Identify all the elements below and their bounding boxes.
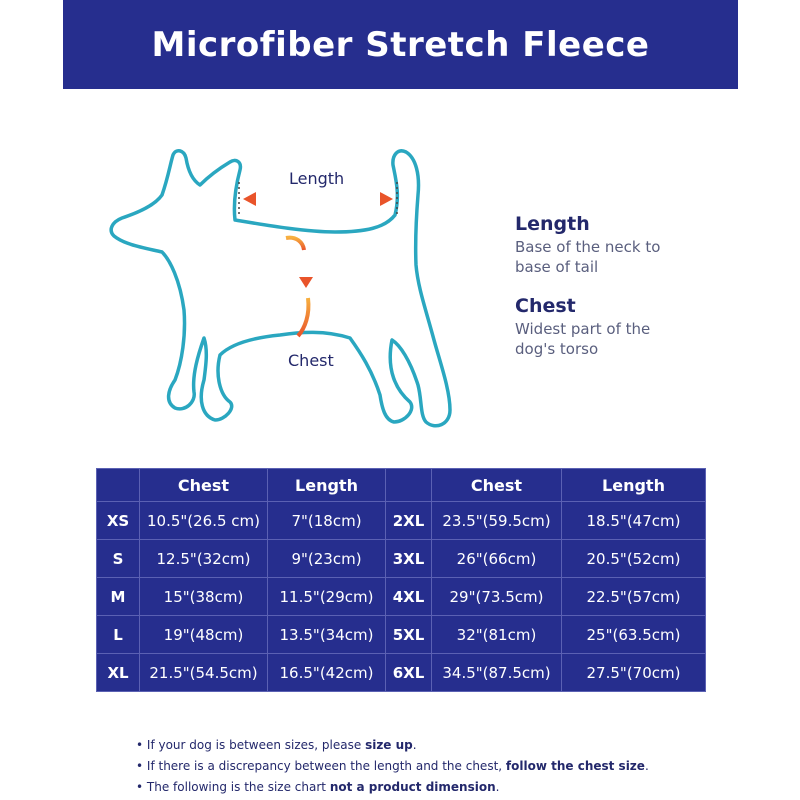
size-notes [136, 735, 649, 798]
length-cell: 9"(23cm) [268, 540, 386, 578]
note-text: If your dog is between sizes, please [146, 738, 366, 752]
legend-description: Widest part of the dog's torso [515, 320, 651, 358]
size-cell: 2XL [386, 502, 432, 540]
title-banner [63, 0, 738, 89]
table-row [97, 502, 706, 540]
length-cell: 20.5"(52cm) [562, 540, 706, 578]
table-row [97, 654, 706, 692]
legend-description: Base of the neck to base of tail [515, 238, 661, 276]
table-header-row [97, 469, 706, 502]
table-header [97, 469, 140, 502]
chest-cell: 19"(48cm) [140, 616, 268, 654]
length-cell: 22.5"(57cm) [562, 578, 706, 616]
chest-band-top [286, 238, 304, 250]
table-header: Length [268, 469, 386, 502]
table-header: Chest [140, 469, 268, 502]
size-cell: S [97, 540, 140, 578]
chest-cell: 32"(81cm) [432, 616, 562, 654]
length-arrow-right-head [380, 192, 393, 206]
note-text: The following is the size chart [146, 780, 330, 794]
table-header: Chest [432, 469, 562, 502]
size-cell: L [97, 616, 140, 654]
length-cell: 16.5"(42cm) [268, 654, 386, 692]
chest-cell: 10.5"(26.5 cm) [140, 502, 268, 540]
diagram-length-label: Length [289, 169, 345, 188]
dog-outline [111, 151, 450, 426]
chest-cell: 23.5"(59.5cm) [432, 502, 562, 540]
chest-cell: 15"(38cm) [140, 578, 268, 616]
table-row [97, 616, 706, 654]
length-cell: 13.5"(34cm) [268, 616, 386, 654]
table-row [97, 540, 706, 578]
size-cell: 4XL [386, 578, 432, 616]
size-cell: XL [97, 654, 140, 692]
size-chart-table [96, 468, 706, 692]
size-cell: 5XL [386, 616, 432, 654]
note-tail: . [412, 738, 417, 752]
page-title: Microfiber Stretch Fleece [151, 24, 650, 65]
note-item: • If there is a discrepancy between the length and the chest, follow the chest size. [136, 759, 649, 773]
legend-heading: Length [515, 213, 590, 235]
length-arrow-left-head [243, 192, 256, 206]
diagram-chest-label: Chest [288, 351, 334, 370]
length-cell: 27.5"(70cm) [562, 654, 706, 692]
table-header [386, 469, 432, 502]
chest-cell: 26"(66cm) [432, 540, 562, 578]
size-cell: 6XL [386, 654, 432, 692]
note-item: • If your dog is between sizes, please size up. [136, 738, 417, 752]
legend-heading: Chest [515, 295, 576, 317]
size-cell: M [97, 578, 140, 616]
chest-arrow-head [299, 277, 313, 288]
chest-cell: 21.5"(54.5cm) [140, 654, 268, 692]
dog-measurement-diagram [100, 140, 470, 440]
size-cell: XS [97, 502, 140, 540]
length-cell: 18.5"(47cm) [562, 502, 706, 540]
length-cell: 7"(18cm) [268, 502, 386, 540]
legend-chest [515, 295, 665, 359]
note-emphasis: size up [365, 738, 413, 752]
table-header: Length [562, 469, 706, 502]
note-emphasis: follow the chest size [505, 759, 645, 773]
chest-cell: 29"(73.5cm) [432, 578, 562, 616]
chest-band-bottom [298, 298, 308, 336]
note-tail: . [495, 780, 500, 794]
length-cell: 11.5"(29cm) [268, 578, 386, 616]
length-cell: 25"(63.5cm) [562, 616, 706, 654]
size-cell: 3XL [386, 540, 432, 578]
chest-cell: 34.5"(87.5cm) [432, 654, 562, 692]
note-emphasis: not a product dimension [329, 780, 496, 794]
note-item: • The following is the size chart not a product dimension. [136, 780, 500, 794]
legend-length [515, 213, 665, 277]
note-tail: . [644, 759, 649, 773]
note-text: If there is a discrepancy between the length and the chest, [146, 759, 506, 773]
table-row [97, 578, 706, 616]
chest-cell: 12.5"(32cm) [140, 540, 268, 578]
